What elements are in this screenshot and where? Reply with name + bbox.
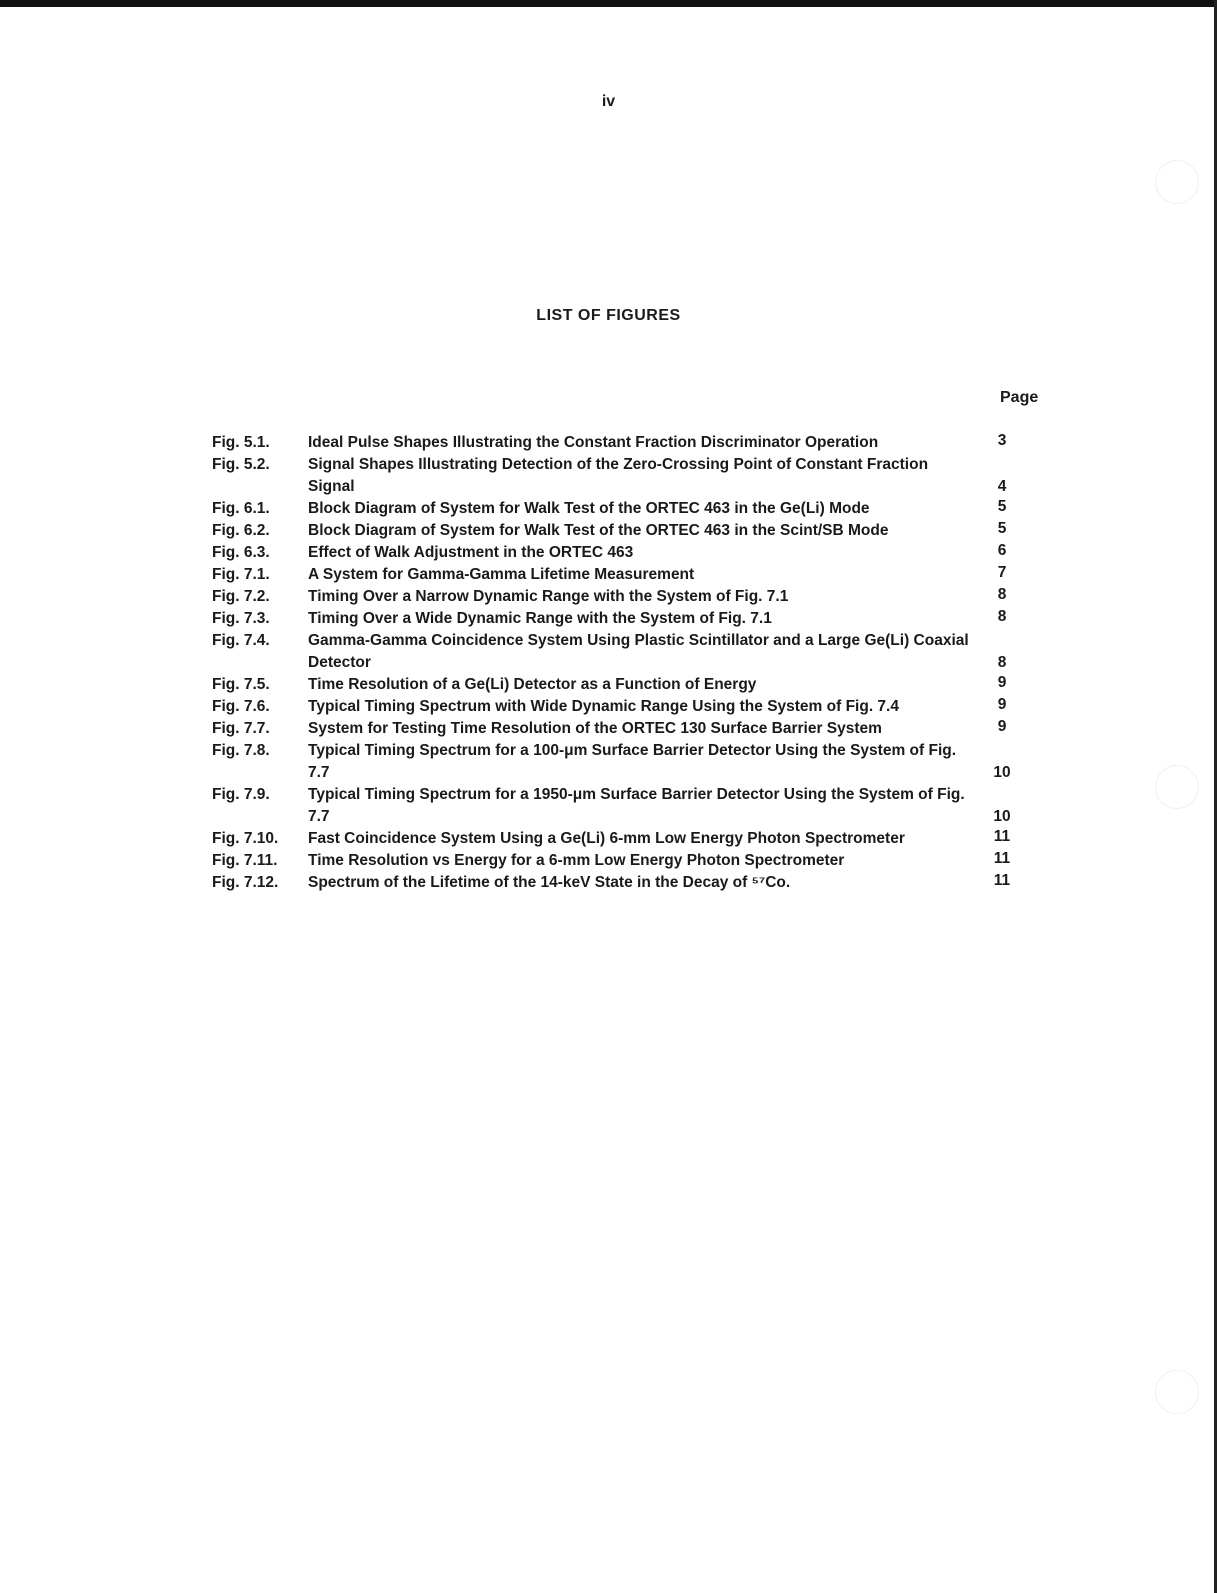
figure-page-number: 9 (997, 696, 1007, 713)
figure-entry (212, 696, 1042, 718)
page-number: iv (601, 93, 616, 110)
figure-title: Effect of Walk Adjustment in the ORTEC 463 (308, 544, 634, 561)
page-column-header: Page (1000, 389, 1039, 406)
figure-entry (212, 586, 1042, 608)
figure-title: System for Testing Time Resolution of the ORTEC 130 Surface Barrier System (308, 720, 882, 737)
figure-label: Fig. 6.2. (212, 522, 270, 539)
figure-title: Signal Shapes Illustrating Detection of the Zero-Crossing Point of Constant Fraction Signal (308, 456, 929, 495)
figure-entry (212, 674, 1042, 696)
figure-page-number: 7 (997, 564, 1007, 581)
figure-label: Fig. 5.2. (212, 456, 270, 473)
figure-label: Fig. 7.2. (212, 588, 270, 605)
figure-entry (212, 740, 1042, 784)
figure-page-number: 8 (997, 654, 1007, 671)
figure-title: Timing Over a Wide Dynamic Range with the System of Fig. 7.1 (308, 610, 772, 627)
scan-border-top (0, 0, 1217, 7)
figure-page-number: 4 (997, 478, 1007, 495)
figure-title: Block Diagram of System for Walk Test of the ORTEC 463 in the Scint/SB Mode (308, 522, 889, 539)
figure-entry (212, 498, 1042, 520)
figure-page-number: 10 (993, 764, 1011, 781)
figure-label: Fig. 7.4. (212, 632, 270, 649)
figure-title: Typical Timing Spectrum for a 1950-μm Surface Barrier Detector Using the System of Fig. 7.7 (308, 786, 965, 825)
figure-entry (212, 784, 1042, 828)
figure-label: Fig. 5.1. (212, 434, 270, 451)
figure-label: Fig. 7.10. (212, 830, 279, 847)
figure-entry (212, 520, 1042, 542)
figure-page-number: 8 (997, 608, 1007, 625)
figure-page-number: 5 (997, 520, 1007, 537)
figure-label: Fig. 7.8. (212, 742, 270, 759)
figure-page-number: 8 (997, 586, 1007, 603)
figure-label: Fig. 6.3. (212, 544, 270, 561)
figure-label: Fig. 7.5. (212, 676, 270, 693)
figure-page-number: 9 (997, 674, 1007, 691)
figure-page-number: 11 (993, 828, 1011, 845)
punch-hole-mark (1155, 765, 1199, 809)
figure-entry (212, 828, 1042, 850)
punch-hole-mark (1155, 1370, 1199, 1414)
figure-page-number: 3 (997, 432, 1007, 449)
figure-label: Fig. 7.12. (212, 874, 279, 891)
figure-label: Fig. 7.3. (212, 610, 270, 627)
figure-title: Block Diagram of System for Walk Test of the ORTEC 463 in the Ge(Li) Mode (308, 500, 870, 517)
figure-title: Gamma-Gamma Coincidence System Using Plastic Scintillator and a Large Ge(Li) Coaxial Detector (308, 632, 969, 671)
figure-label: Fig. 7.7. (212, 720, 270, 737)
figure-title: Timing Over a Narrow Dynamic Range with the System of Fig. 7.1 (308, 588, 789, 605)
figure-label: Fig. 6.1. (212, 500, 270, 517)
figure-entry (212, 630, 1042, 674)
figure-page-number: 11 (993, 850, 1011, 867)
figure-entry (212, 564, 1042, 586)
figure-label: Fig. 7.6. (212, 698, 270, 715)
figure-page-number: 11 (993, 872, 1011, 889)
figure-page-number: 6 (997, 542, 1007, 559)
figure-page-number: 5 (997, 498, 1007, 515)
figure-entry (212, 454, 1042, 498)
figure-title: Time Resolution of a Ge(Li) Detector as a Function of Energy (308, 676, 757, 693)
punch-hole-mark (1155, 160, 1199, 204)
figure-list (212, 432, 1042, 894)
figure-title: Typical Timing Spectrum with Wide Dynamic Range Using the System of Fig. 7.4 (308, 698, 899, 715)
figure-entry (212, 432, 1042, 454)
figure-entry (212, 542, 1042, 564)
figure-label: Fig. 7.1. (212, 566, 270, 583)
figure-title: Ideal Pulse Shapes Illustrating the Constant Fraction Discriminator Operation (308, 434, 879, 451)
figure-entry (212, 718, 1042, 740)
figure-entry (212, 608, 1042, 630)
figure-title: Fast Coincidence System Using a Ge(Li) 6-mm Low Energy Photon Spectrometer (308, 830, 905, 847)
figure-title: Spectrum of the Lifetime of the 14-keV State in the Decay of ⁵⁷Co. (308, 874, 791, 891)
figure-page-number: 10 (993, 808, 1011, 825)
figure-entry (212, 850, 1042, 872)
figure-title: A System for Gamma-Gamma Lifetime Measurement (308, 566, 695, 583)
figure-page-number: 9 (997, 718, 1007, 735)
figure-entry (212, 872, 1042, 894)
figure-label: Fig. 7.11. (212, 852, 278, 869)
figure-title: Typical Timing Spectrum for a 100-μm Surface Barrier Detector Using the System of Fig. 7.7 (308, 742, 957, 781)
figure-label: Fig. 7.9. (212, 786, 270, 803)
figure-title: Time Resolution vs Energy for a 6-mm Low Energy Photon Spectrometer (308, 852, 845, 869)
page-title: LIST OF FIGURES (536, 307, 681, 324)
